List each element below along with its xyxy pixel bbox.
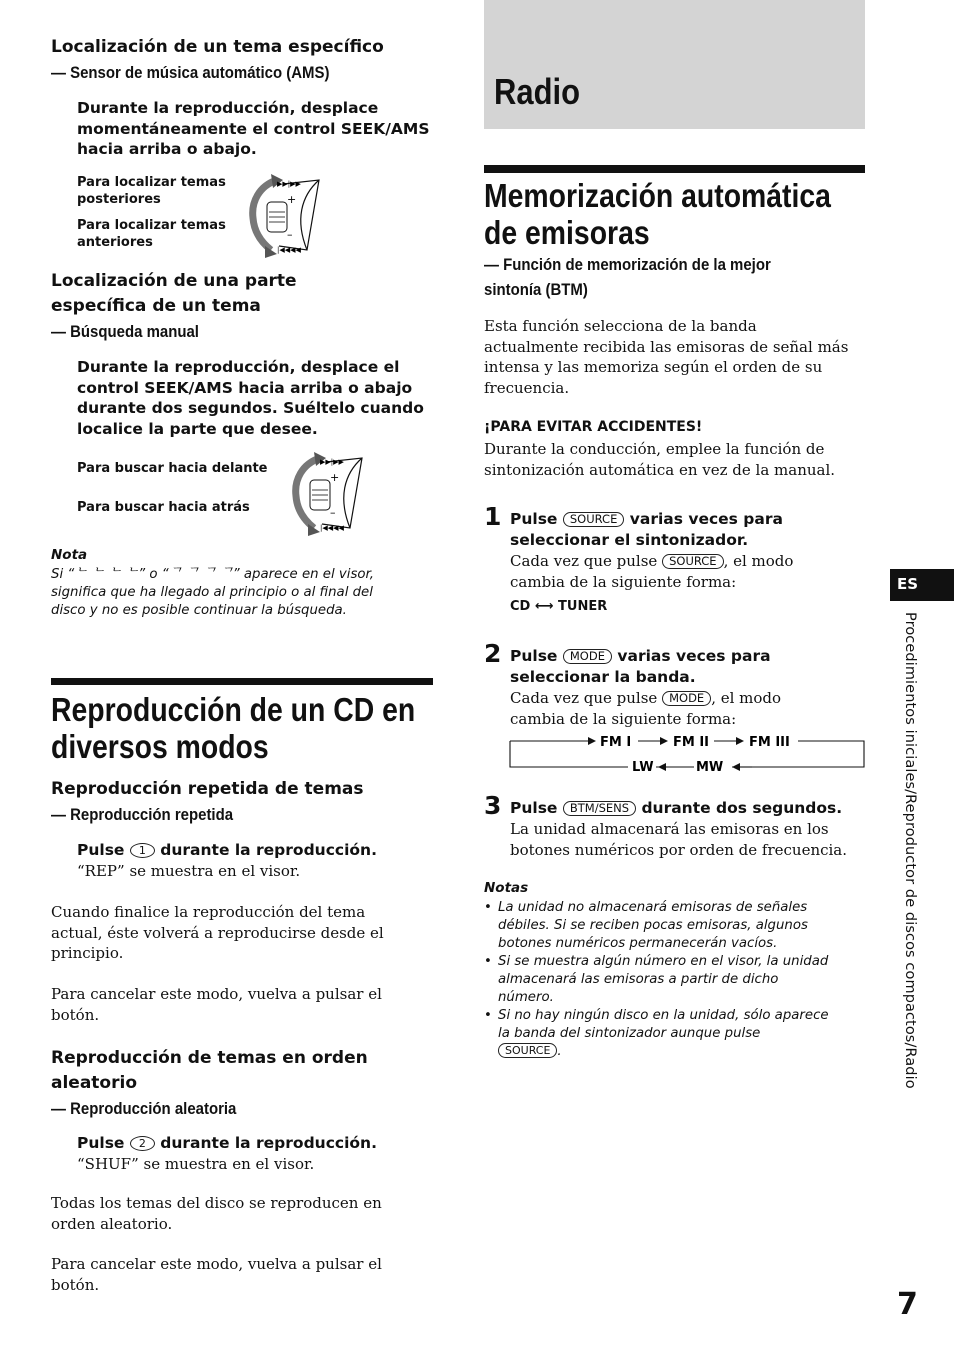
page-number: 7 bbox=[897, 1287, 918, 1322]
svg-text:–: – bbox=[330, 506, 336, 519]
nota-item: • La unidad no almacenará emisoras de señales débiles. Si se reciben pocas emisoras, algunos botones numéricos permanecerán vacíos. bbox=[484, 899, 874, 953]
source-button-icon: SOURCE bbox=[662, 554, 723, 569]
svg-text:–: – bbox=[287, 228, 293, 241]
shuffle-result: “SHUF” se muestra en el visor. bbox=[77, 1155, 315, 1173]
warning-title: ¡PARA EVITAR ACCIDENTES! bbox=[484, 419, 703, 435]
step-number: 1 bbox=[484, 502, 502, 531]
step3-instruction: Pulse BTM/SENS durante dos segundos. bbox=[510, 799, 843, 817]
heading-cd-modes: Reproducción de un CD en diversos modos bbox=[51, 691, 416, 765]
svg-text:▶▶|▶▶: ▶▶|▶▶ bbox=[277, 180, 301, 188]
label-next-tracks: Para localizar temas posteriores bbox=[77, 175, 226, 207]
repeat-result: “REP” se muestra en el visor. bbox=[77, 862, 301, 880]
warning-text: Durante la conducción, emplee la función de sintonización automática en vez de la manual. bbox=[484, 440, 836, 479]
shuffle-instruction: Pulse 2 durante la reproducción. bbox=[77, 1134, 377, 1152]
section-title-shuffle: Reproducción de temas en orden aleatorio bbox=[51, 1048, 368, 1093]
band-fm3: FM III bbox=[749, 735, 790, 750]
btm-intro: Esta función selecciona de la banda actualmente recibida las emisoras de señal más intensa y las memoriza según el orden de su frecuencia. bbox=[484, 317, 849, 397]
section-subtitle-ams: — Sensor de música automático (AMS) bbox=[51, 63, 330, 82]
ams-instruction: Durante la reproducción, desplace momentáneamente el control SEEK/AMS hacia arriba o abajo. bbox=[77, 99, 430, 158]
mode-button-icon: MODE bbox=[662, 691, 711, 706]
nota-item: • Si no hay ningún disco en la unidad, sólo aparece la banda del sintonizador aunque pulse SOURCE . bbox=[484, 1007, 874, 1061]
button-1-icon: 1 bbox=[130, 843, 155, 858]
svg-text:|◀◀◀◀: |◀◀◀◀ bbox=[320, 524, 344, 532]
band-cycle-diagram bbox=[508, 731, 868, 771]
manual-search-instruction: Durante la reproducción, desplace el control SEEK/AMS hacia arriba o abajo durante dos segundos. Suéltelo cuando localice la parte que desee. bbox=[77, 358, 424, 438]
band-lw: LW bbox=[632, 760, 654, 771]
nota-title: Nota bbox=[51, 547, 88, 563]
double-arrow-icon: ⟷ bbox=[534, 599, 554, 614]
svg-text:|◀◀◀◀: |◀◀◀◀ bbox=[277, 246, 301, 254]
band-fm1: FM I bbox=[600, 735, 632, 750]
label-prev-tracks: Para localizar temas anteriores bbox=[77, 218, 226, 250]
heading-btm: Memorización automática de emisoras bbox=[484, 177, 831, 251]
section-title-repeat: Reproducción repetida de temas bbox=[51, 779, 364, 799]
chapter-banner bbox=[484, 0, 865, 129]
shuffle-paragraph-2: Para cancelar este modo, vuelva a pulsar el botón. bbox=[51, 1255, 382, 1294]
svg-text:▶▶|▶▶: ▶▶|▶▶ bbox=[320, 458, 344, 466]
notas-title: Notas bbox=[484, 880, 529, 896]
subtitle-btm: — Función de memorización de la mejor sintonía (BTM) bbox=[484, 255, 771, 299]
source-button-icon: SOURCE bbox=[563, 512, 624, 527]
button-2-icon: 2 bbox=[130, 1136, 155, 1151]
language-tab-label: ES bbox=[897, 575, 919, 593]
svg-text:+: + bbox=[330, 471, 340, 484]
nota-item: • Si se muestra algún número en el visor, la unidad almacenará las emisoras a partir de dicho número. bbox=[484, 953, 874, 1007]
btm-sens-button-icon: BTM/SENS bbox=[563, 801, 636, 816]
seek-ams-control-illustration bbox=[243, 172, 325, 258]
step1-instruction: Pulse SOURCE varias veces para seleccionar el sintonizador. bbox=[510, 510, 783, 549]
label-search-back: Para buscar hacia atrás bbox=[77, 500, 250, 515]
repeat-paragraph-2: Para cancelar este modo, vuelva a pulsar el botón. bbox=[51, 985, 382, 1024]
section-subtitle-shuffle: — Reproducción aleatoria bbox=[51, 1099, 237, 1118]
step1-description: Cada vez que pulse SOURCE , el modo cambia de la siguiente forma: bbox=[510, 552, 794, 591]
language-tab bbox=[890, 569, 954, 601]
step2-description: Cada vez que pulse MODE , el modo cambia de la siguiente forma: bbox=[510, 689, 782, 728]
band-fm2: FM II bbox=[673, 735, 710, 750]
cd-tuner-cycle: CD ⟷ TUNER bbox=[510, 599, 608, 614]
svg-text:+: + bbox=[287, 193, 297, 206]
source-button-icon: SOURCE bbox=[498, 1043, 557, 1058]
step-number: 2 bbox=[484, 639, 502, 668]
band-mw: MW bbox=[696, 760, 724, 771]
shuffle-paragraph-1: Todas los temas del disco se reproducen en orden aleatorio. bbox=[51, 1194, 382, 1233]
section-subtitle-repeat: — Reproducción repetida bbox=[51, 805, 234, 824]
step3-description: La unidad almacenará las emisoras en los botones numéricos por orden de frecuencia. bbox=[510, 820, 848, 859]
section-title-ams: Localización de un tema específico bbox=[51, 37, 384, 57]
heading-rule bbox=[484, 165, 865, 173]
chapter-title: Radio bbox=[494, 71, 581, 112]
nota-text: Si “ᄂ ᄂ ᄂ ᄂ” o “ᄀ ᄀ ᄀ ᄀ” aparece en el visor, significa que ha llegado al principio o al final del disco y no es posible continuar la búsqueda. bbox=[51, 567, 374, 618]
heading-rule bbox=[51, 678, 433, 685]
notas-list bbox=[484, 899, 874, 1061]
section-title-manual-search: Localización de una parte específica de un tema bbox=[51, 271, 297, 316]
seek-ams-control-illustration bbox=[286, 450, 368, 536]
label-search-forward: Para buscar hacia delante bbox=[77, 461, 268, 476]
repeat-instruction: Pulse 1 durante la reproducción. bbox=[77, 841, 377, 859]
step2-instruction: Pulse MODE varias veces para seleccionar la banda. bbox=[510, 647, 771, 686]
chapter-side-text: Procedimientos iniciales/Reproductor de discos compactos/Radio bbox=[902, 612, 918, 1089]
section-subtitle-manual-search: — Búsqueda manual bbox=[51, 322, 199, 341]
repeat-paragraph-1: Cuando finalice la reproducción del tema actual, éste volverá a reproducirse desde el principio. bbox=[51, 903, 384, 962]
mode-button-icon: MODE bbox=[563, 649, 612, 664]
step-number: 3 bbox=[484, 791, 502, 820]
